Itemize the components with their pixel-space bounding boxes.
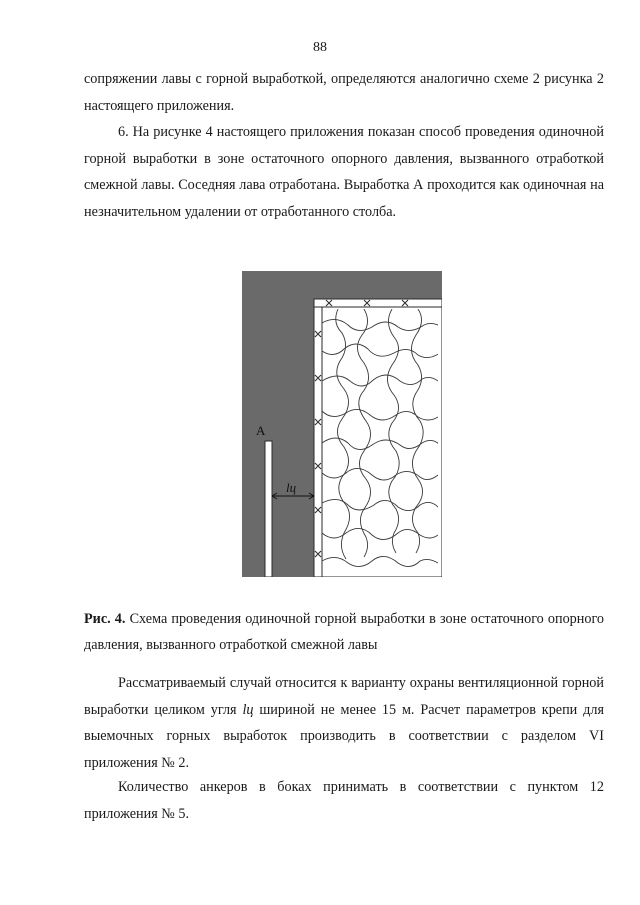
paragraph-protection-part1: Рассматриваемый случай относится к варианту охраны вентиляционной горной выработки целиком угля <box>84 675 604 718</box>
label-lc: lц <box>286 480 297 495</box>
page-number: 88 <box>313 40 327 55</box>
paragraph-anchors: Количество анкеров в боках принимать в соответствии с пунктом 12 приложения № 5. <box>84 779 604 822</box>
working-A <box>265 441 272 577</box>
label-A: A <box>256 423 266 438</box>
goaf-area <box>314 299 442 577</box>
caption-prefix: Рис. 4. <box>84 611 126 627</box>
figure-caption <box>84 606 604 658</box>
figure-4-diagram <box>242 271 442 577</box>
paragraph-item-6: 6. На рисунке 4 настоящего приложения показан способ проведения одиночной горной выработки в зоне остаточного опорного давления, вызванного отработкой смежной лавы. Соседняя лава отработана. Выработка А проходится как одиночная на незначительном удалении от отработанного столба. <box>84 124 604 220</box>
caption-text: Схема проведения одиночной горной выработки в зоне остаточного опорного давления, вызванного отработкой смежной лавы <box>84 611 605 653</box>
paragraph-continuation: сопряжении лавы с горной выработкой, определяются аналогично схеме 2 рисунка 2 настоящего приложения. <box>84 71 604 114</box>
paragraph-protection-part2: шириной не менее 15 м. Расчет параметров крепи для выемочных горных выработок производить в соответствии с разделом VI приложения № 2. <box>84 701 604 771</box>
symbol-lc: lц <box>242 701 254 718</box>
paragraph-protection <box>84 670 604 776</box>
